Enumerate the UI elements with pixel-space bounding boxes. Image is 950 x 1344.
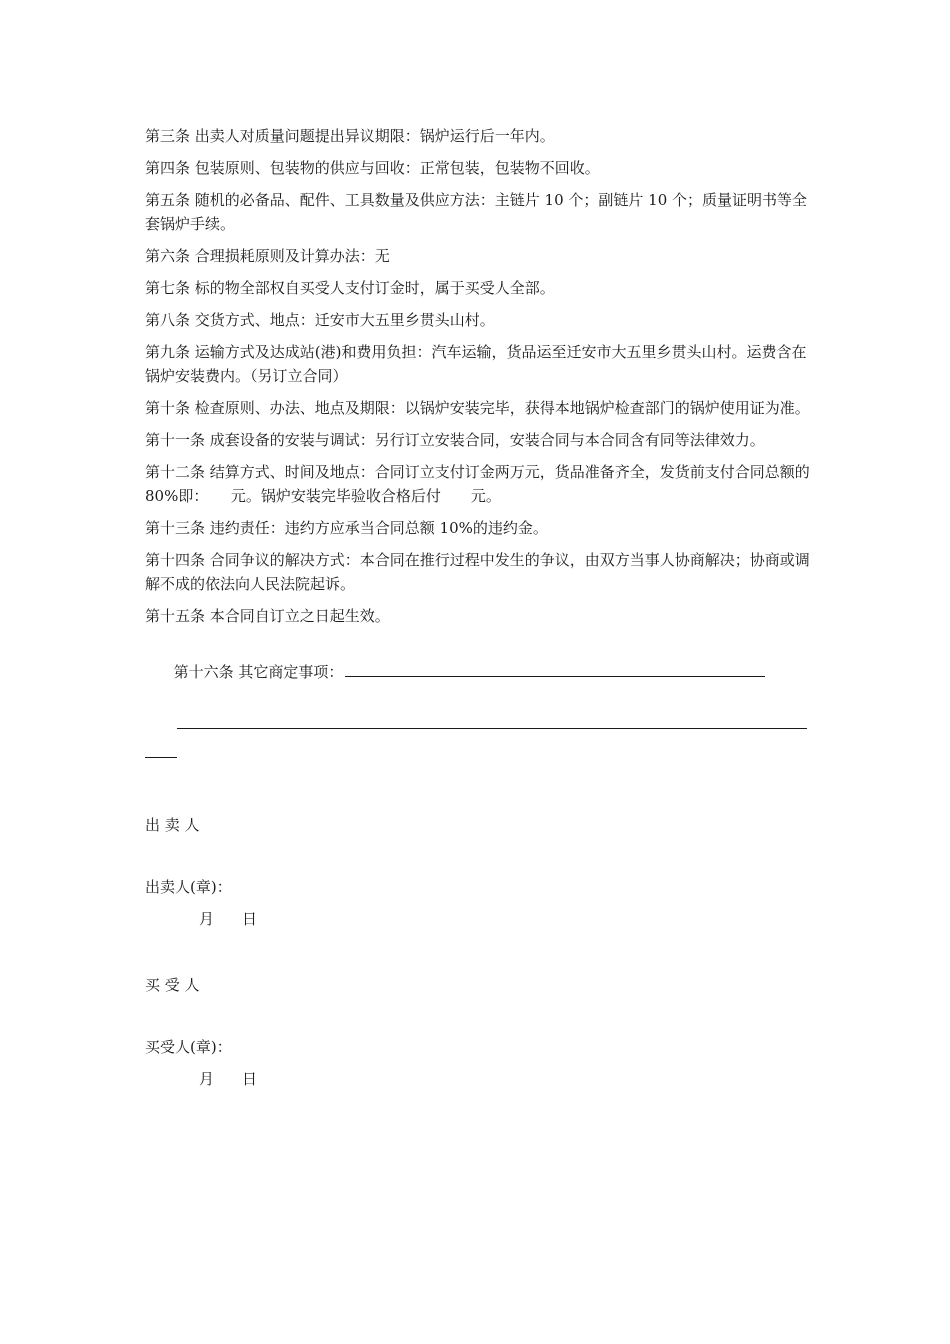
buyer-day-label: 日 (242, 1070, 258, 1088)
clause-14: 第十四条 合同争议的解决方式：本合同在推行过程中发生的争议，由双方当事人协商解决；协商或调解不成的依法向人民法院起诉。 (145, 551, 810, 593)
seller-month-label: 月 (199, 910, 215, 928)
clause-4: 第四条 包装原则、包装物的供应与回收：正常包装，包装物不回收。 (145, 159, 600, 177)
buyer-date-line (145, 1067, 545, 1091)
clause-13: 第十三条 违约责任：违约方应承当合同总额 10%的违约金。 (145, 519, 548, 537)
seller-day-label: 日 (242, 910, 258, 928)
buyer-seal-label: 买受人(章)： (145, 1038, 232, 1056)
clause-16-label: 第十六条 其它商定事项： (173, 663, 344, 681)
buyer-month-label: 月 (199, 1070, 215, 1088)
clause-15: 第十五条 本合同自订立之日起生效。 (145, 607, 390, 625)
buyer-heading: 买 受 人 (145, 976, 200, 994)
seller-signature-block (145, 813, 545, 931)
seller-heading: 出 卖 人 (145, 816, 200, 834)
seller-seal-label: 出卖人(章)： (145, 878, 232, 896)
clause-5: 第五条 随机的必备品、配件、工具数量及供应方法：主链片 10 个；副链片 10 个；质量证明书等全套锅炉手续。 (145, 191, 808, 233)
clause-6: 第六条 合理损耗原则及计算办法：无 (145, 247, 390, 265)
clause-16 (145, 636, 810, 708)
clause-7: 第七条 标的物全部权自买受人支付订金时，属于买受人全部。 (145, 279, 555, 297)
clause-12: 第十二条 结算方式、时间及地点：合同订立支付订金两万元，货品准备齐全，发货前支付合同总额的 80%即： 元。锅炉安装完毕验收合格后付 元。 (145, 463, 815, 505)
buyer-signature-block (145, 973, 545, 1091)
clause-11: 第十一条 成套设备的安装与调试：另行订立安装合同，安装合同与本合同含有同等法律效力。 (145, 431, 765, 449)
clause-16-blank (345, 660, 765, 677)
clause-8: 第八条 交货方式、地点：迁安市大五里乡贯头山村。 (145, 311, 495, 329)
other-matters-blank-tail (145, 757, 177, 758)
clause-10: 第十条 检查原则、办法、地点及期限：以锅炉安装完毕，获得本地锅炉检查部门的锅炉使用证为准。 (145, 399, 810, 417)
clause-3: 第三条 出卖人对质量问题提出异议期限：锅炉运行后一年内。 (145, 127, 555, 145)
clause-9: 第九条 运输方式及达成站(港)和费用负担：汽车运输，货品运至迁安市大五里乡贯头山村。运费含在锅炉安装费内。（另订立合同） (145, 343, 807, 385)
contract-clauses (145, 124, 815, 758)
seller-date-line (145, 907, 545, 931)
other-matters-blank-line (177, 728, 807, 729)
